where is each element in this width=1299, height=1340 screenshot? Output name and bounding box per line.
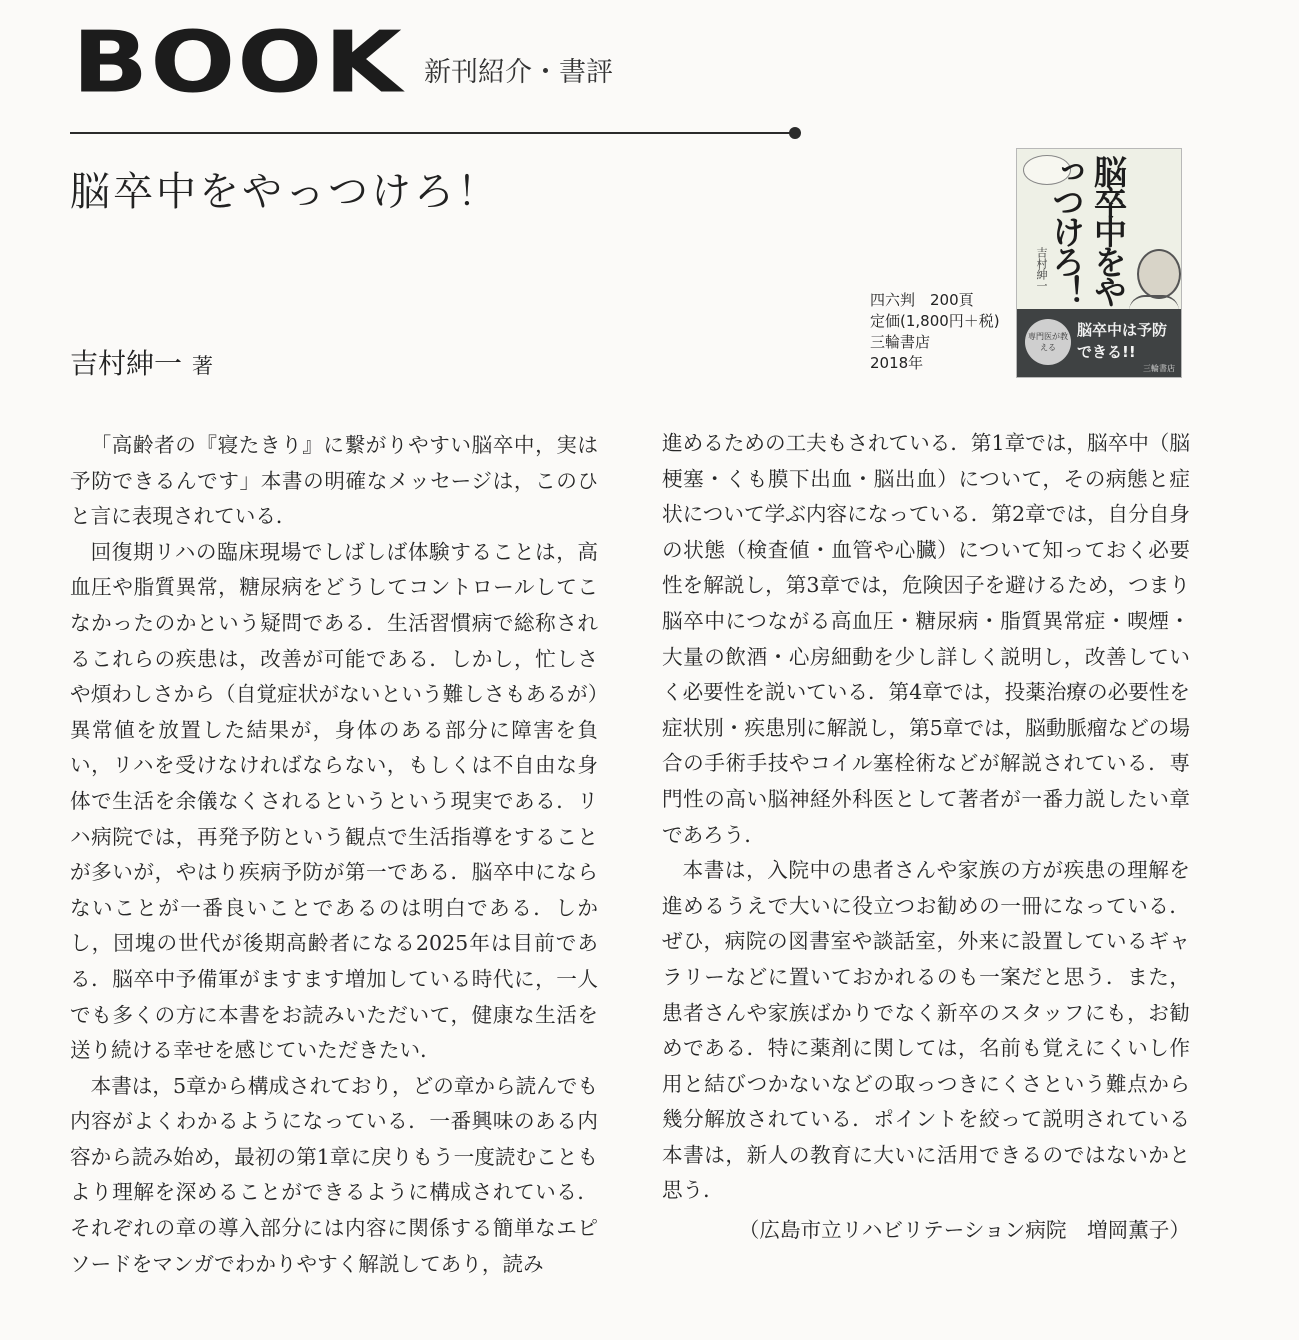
cover-doctor-illustration	[1137, 249, 1181, 299]
meta-publisher: 三輪書店	[870, 333, 931, 351]
cover-author: 吉村紳一	[1035, 247, 1048, 291]
header-rule-dot	[789, 127, 801, 139]
author-suffix: 著	[192, 354, 214, 378]
book-title: 脳卒中をやっつけろ！	[70, 169, 500, 215]
meta-format: 四六判 200頁	[870, 291, 974, 309]
cover-title: 脳卒中をやっつけろ！	[1047, 155, 1128, 305]
book-author	[70, 342, 213, 382]
book-meta	[870, 290, 1000, 374]
cover-badge: 専門医が教える	[1025, 319, 1071, 365]
meta-price: 定価(1,800円＋税)	[870, 312, 1000, 330]
meta-year: 2018年	[870, 354, 924, 372]
book-cover-image	[1016, 148, 1182, 378]
review-paragraph: 本書は，5章から構成されており，どの章から読んでも内容がよくわかるようになっている．一番興味のある内容から読み始め，最初の第1章に戻りもう一度読むこともより理解を深めることができるように構成されている．それぞれの章の導入部分には内容に関係する簡単なエピソードをマンガでわかりやすく解説してあり，読み	[70, 1073, 598, 1276]
cover-publisher: 三輪書店	[1143, 364, 1175, 373]
review-paragraph: 本書は，入院中の患者さんや家族の方が疾患の理解を進めるうえで大いに役立つお勧めの一冊になっている．ぜひ，病院の図書室や談話室，外来に設置しているギャラリーなどに置いておかれるのも一案だと思う．また，患者さんや家族ばかりでなく新卒のスタッフにも，お勧めである．特に薬剤に関しては，名前も覚えにくいし作用と結びつかないなどの取っつきにくさという難点から幾分解放されている．ポイントを絞って説明されている本書は，新人の教育に大いに活用できるのではないかと思う．	[662, 858, 1190, 1203]
review-paragraph: 「高齢者の『寝たきり』に繋がりやすい脳卒中，実は予防できるんです」本書の明確なメッセージは，このひと言に表現されている．	[70, 433, 598, 529]
section-subtitle: 新刊紹介・書評	[424, 57, 613, 88]
review-paragraph: 回復期リハの臨床現場でしばしば体験することは，高血圧や脂質異常，糖尿病をどうしてコントロールしてこなかったのかという疑問である．生活習慣病で総称されるこれらの疾患は，改善が可能である．しかし，忙しさや煩わしさから（自覚症状がないという難しさもあるが）異常値を放置した結果が，身体のある部分に障害を負い，リハを受けなければならない，もしくは不自由な身体で生活を余儀なくされるというという現実である．リハ病院では，再発予防という観点で生活指導をすることが多いが，やはり疾病予防が第一である．脳卒中にならないことが一番良いことであるのは明白である．しかし，団塊の世代が後期高齢者になる2025年は目前である．脳卒中予備軍がますます増加している時代に，一人でも多くの方に本書をお読みいただいて，健康な生活を送り続ける幸せを感じていただきたい．	[70, 539, 598, 1063]
cover-band-text: 脳卒中は予防できる!!	[1077, 321, 1168, 361]
review-column-right	[662, 426, 1190, 1249]
cover-band	[1017, 309, 1181, 377]
book-section-logo: BOOK	[72, 12, 404, 112]
review-column-left	[70, 428, 598, 1282]
author-name: 吉村紳一	[70, 347, 183, 380]
reviewer-credit: （広島市立リハビリテーション病院 増岡薫子）	[738, 1218, 1190, 1243]
header-rule	[70, 132, 796, 134]
review-paragraph-continued: 進めるための工夫もされている．第1章では，脳卒中（脳梗塞・くも膜下出血・脳出血）について，その病態と症状について学ぶ内容になっている．第2章では，自分自身の状態（検査値・血管や心臓）について知っておく必要性を解説し，第3章では，危険因子を避けるため，つまり脳卒中につながる高血圧・糖尿病・脂質異常症・喫煙・大量の飲酒・心房細動を少し詳しく説明し，改善していく必要性を説いている．第4章では，投薬治療の必要性を症状別・疾患別に解説し，第5章では，脳動脈瘤などの場合の手術手技やコイル塞栓術などが解説されている．専門性の高い脳神経外科医として著者が一番力説したい章であろう．	[662, 431, 1190, 847]
